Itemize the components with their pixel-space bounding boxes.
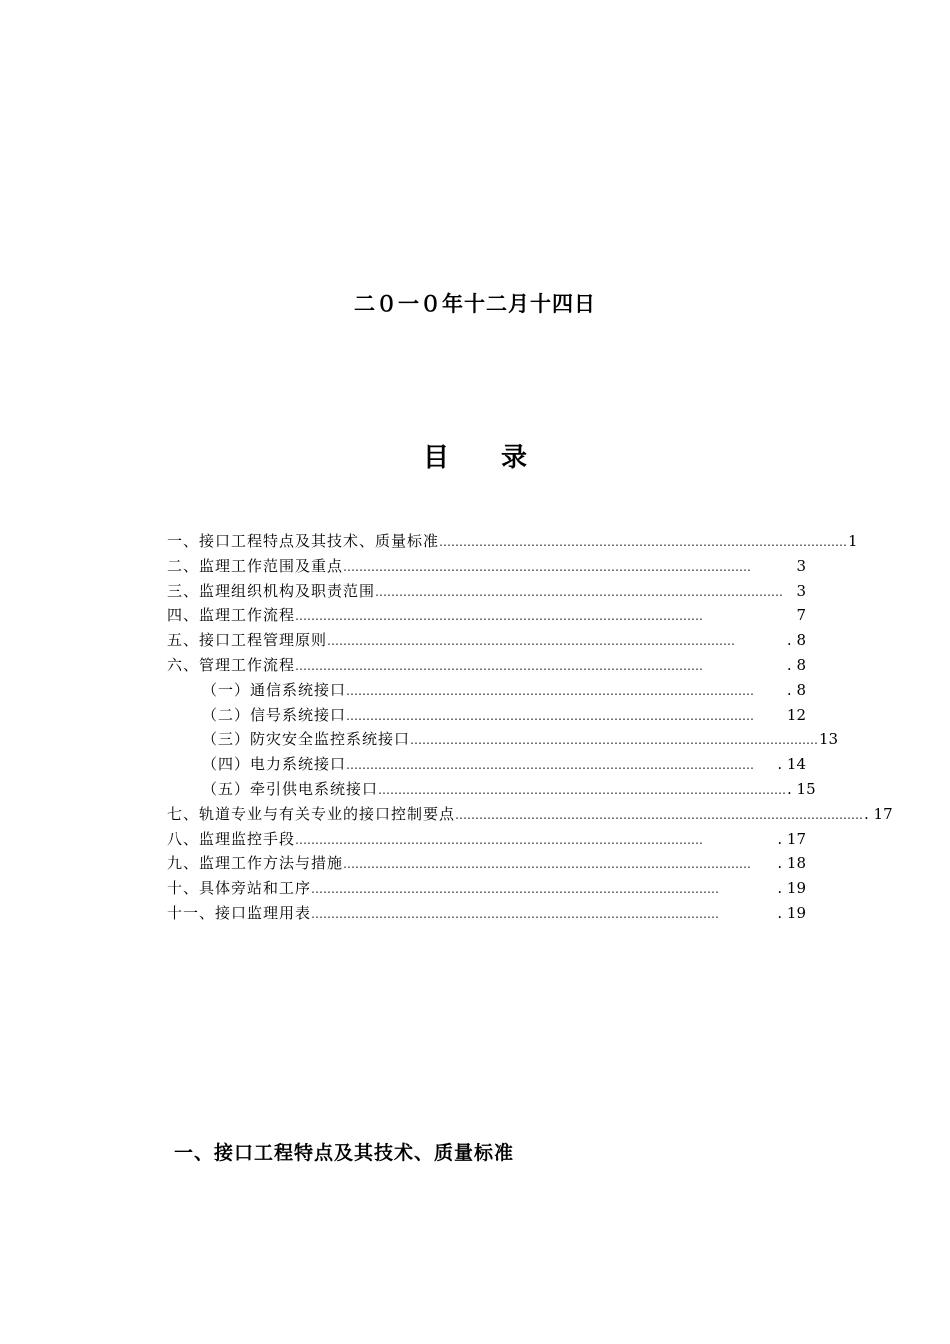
toc-dot-leader: ………………………………………………………………………………………… (311, 906, 720, 921)
toc-entry[interactable] (167, 851, 806, 876)
toc-subentry[interactable] (167, 752, 806, 777)
table-of-contents (167, 529, 893, 926)
toc-dot-leader: ………………………………………………………………………………………… (410, 733, 819, 748)
toc-entry-page: 3 (796, 581, 806, 600)
toc-entry-page: . 18 (777, 854, 806, 873)
toc-dot-leader: ………………………………………………………………………………………… (343, 559, 752, 574)
toc-dot-leader: ………………………………………………………………………………………… (295, 658, 704, 673)
toc-entry-page: . 19 (777, 903, 806, 922)
toc-entry-label: 六、管理工作流程 (167, 655, 296, 674)
toc-entry-label: 五、接口工程管理原则 (167, 631, 328, 650)
toc-subentry[interactable] (167, 703, 806, 728)
toc-entry-label: 一、接口工程特点及其技术、质量标准 (167, 532, 440, 550)
toc-entry[interactable] (167, 554, 806, 579)
toc-entry-label: 十一、接口监理用表 (167, 903, 312, 922)
toc-entry[interactable] (167, 653, 806, 678)
toc-entry-label: （四）电力系统接口 (202, 755, 347, 774)
toc-entry-label: （一）通信系统接口 (202, 680, 347, 699)
toc-entry-label: 八、监理监控手段 (167, 829, 296, 848)
toc-entry[interactable] (167, 827, 806, 852)
toc-entry-page: . 8 (786, 655, 806, 674)
toc-entry-page: . 17 (777, 829, 806, 848)
toc-entry-label: 九、监理工作方法与措施 (167, 854, 344, 873)
toc-entry[interactable] (167, 901, 806, 926)
toc-entry-label: 四、监理工作流程 (167, 606, 296, 625)
toc-entry-page: 12 (786, 705, 806, 724)
toc-title-part2: 录 (501, 443, 528, 473)
toc-entry-page: . 8 (786, 680, 806, 699)
toc-entry-label: 十、具体旁站和工序 (167, 879, 312, 898)
toc-entry-label: 七、轨道专业与有关专业的接口控制要点 (167, 804, 456, 823)
toc-dot-leader: ………………………………………………………………………………………… (343, 857, 752, 872)
toc-dot-leader: ………………………………………………………………………………………… (346, 708, 755, 723)
toc-entry-label: 三、监理组织机构及职责范围 (167, 581, 376, 600)
toc-entry-page: . 15 (787, 779, 816, 798)
toc-dot-leader: ………………………………………………………………………………………… (455, 807, 864, 822)
toc-entry-page: 1 (848, 532, 858, 550)
toc-dot-leader: ………………………………………………………………………………………… (295, 609, 704, 624)
toc-dot-leader: ………………………………………………………………………………………… (311, 882, 720, 897)
toc-entry-page: 3 (796, 556, 806, 575)
toc-title-part1: 目 (422, 443, 449, 473)
toc-dot-leader: ………………………………………………………………………………………… (346, 758, 755, 773)
toc-entry-page: . 19 (777, 879, 806, 898)
toc-entry[interactable] (167, 579, 806, 604)
toc-entry-page: . 17 (864, 804, 893, 823)
toc-entry[interactable] (167, 802, 893, 827)
toc-entry-label: （五）牵引供电系统接口 (202, 779, 379, 798)
toc-dot-leader: ………………………………………………………………………………………… (327, 634, 736, 649)
toc-dot-leader: ………………………………………………………………………………………… (375, 584, 784, 599)
toc-entry[interactable] (167, 628, 806, 653)
toc-entry-page: 7 (796, 606, 806, 625)
toc-entry[interactable] (167, 876, 806, 901)
section-heading: 一、接口工程特点及其技术、质量标准 (174, 1142, 515, 1164)
toc-entry-label: 二、监理工作范围及重点 (167, 556, 344, 575)
toc-entry-label: （三）防灾安全监控系统接口 (202, 730, 411, 749)
toc-dot-leader: ………………………………………………………………………………………… (346, 683, 755, 698)
toc-entry[interactable] (167, 603, 806, 628)
toc-entry[interactable] (167, 529, 858, 554)
toc-subentry[interactable] (167, 678, 806, 703)
toc-dot-leader: ………………………………………………………………………………………… (295, 832, 704, 847)
toc-entry-page: . 14 (777, 755, 806, 774)
toc-dot-leader: ………………………………………………………………………………………… (378, 782, 787, 797)
toc-entry-label: （二）信号系统接口 (202, 705, 347, 724)
toc-entry-page: . 8 (786, 631, 806, 650)
toc-dot-leader: ………………………………………………………………………………………… (439, 535, 848, 549)
toc-subentry[interactable] (167, 727, 839, 752)
toc-subentry[interactable] (167, 777, 816, 802)
toc-title (0, 437, 950, 474)
toc-entry-page: 13 (819, 730, 839, 749)
document-date: 二０一０年十二月十四日 (354, 292, 596, 316)
